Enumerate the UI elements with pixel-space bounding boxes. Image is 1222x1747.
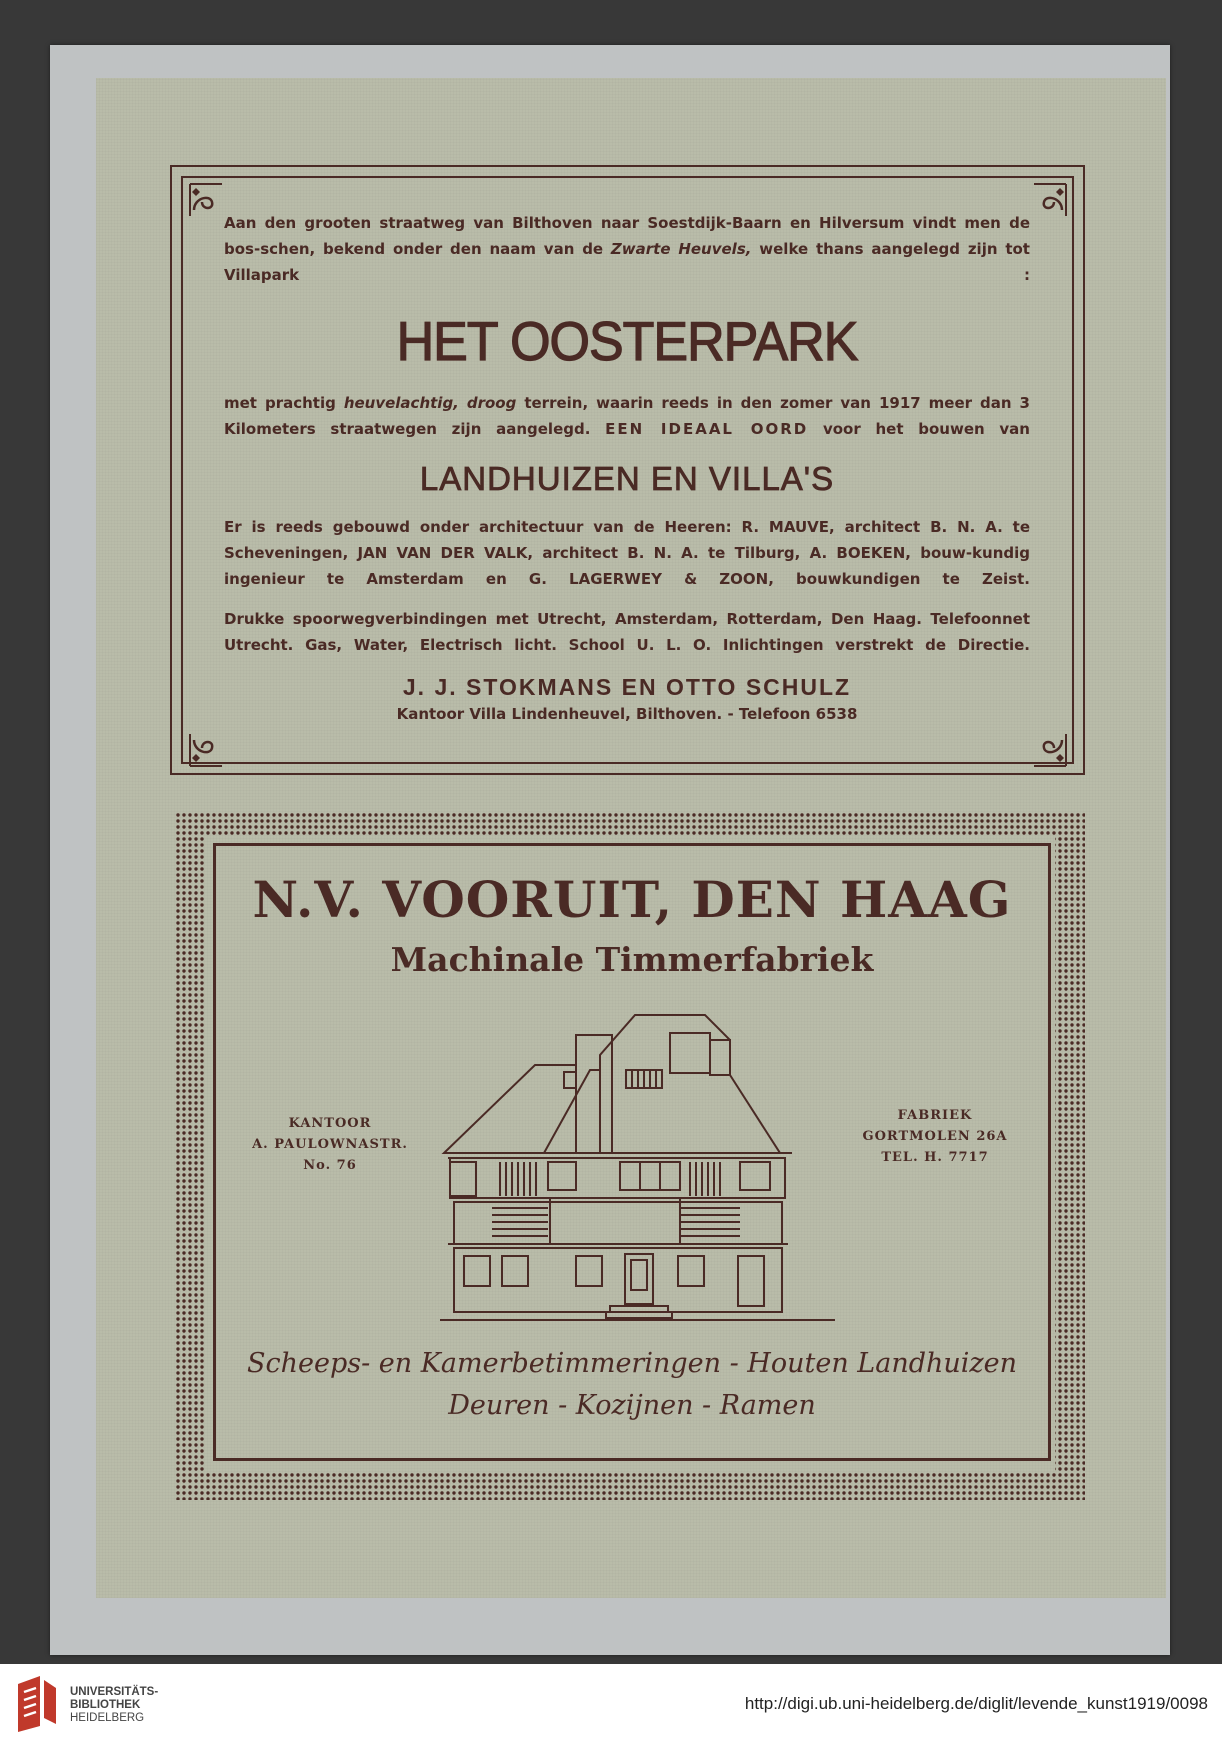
- library-line-2: BIBLIOTHEK: [70, 1699, 141, 1711]
- villas-subtitle: LANDHUIZEN EN VILLA'S: [419, 460, 835, 497]
- office-label: KANTOOR: [288, 1116, 372, 1131]
- library-line-3: HEIDELBERG: [70, 1712, 145, 1724]
- ornament-top-right-icon: [1030, 180, 1070, 220]
- intro-text: Aan den grooten straatweg van Bilthoven naar Soestdijk-Baarn en Hilversum vindt men de bos-schen, bekend onder den naam van de: [224, 214, 1030, 258]
- library-logo-icon: [14, 1674, 60, 1734]
- ornament-bottom-left-icon: [186, 730, 226, 770]
- desc-tail: voor het bouwen van: [822, 420, 1030, 438]
- source-url-link[interactable]: http://digi.ub.uni-heidelberg.de/diglit/levende_kunst1919/0098: [744, 1694, 1208, 1713]
- connections-paragraph: Drukke spoorwegverbindingen met Utrecht, Amsterdam, Rotterdam, Den Haag. Telefoonnet Utrecht. Gas, Water, Electrisch licht. School U. L. O. Inlichtingen verstrekt de Directie.: [224, 610, 1030, 654]
- intro-italic: Zwarte Heuvels,: [610, 240, 752, 258]
- office-street: A. PAULOWNASTR.: [252, 1137, 408, 1152]
- vooruit-title: N.V. VOORUIT, DEN HAAG: [252, 870, 1012, 929]
- slogan-line-2: Deuren - Kozijnen - Ramen: [448, 1390, 816, 1421]
- description-paragraph: [224, 390, 1030, 442]
- ornament-bottom-right-icon: [1030, 730, 1070, 770]
- factory-label: FABRIEK: [897, 1108, 973, 1123]
- oosterpark-title: HET OOSTERPARK: [396, 311, 858, 373]
- architects-paragraph: Er is reeds gebouwd onder architectuur van de Heeren: R. MAUVE, architect B. N. A. te Scheveningen, JAN VAN DER VALK, architect B. N. A. te Tilburg, A. BOEKEN, bouw-kundig ingenieur te Amsterdam en G. LAGERWEY & ZOON, bouwkundigen te Zeist.: [224, 518, 1030, 588]
- desc-caps: EEN IDEAAL OORD: [605, 420, 809, 438]
- intro-paragraph: [224, 210, 1030, 288]
- desc-end: terrein, waarin reeds in den zomer van 1917 meer dan 3 Kilometers straatwegen zijn aangelegd.: [224, 394, 1030, 438]
- desc-start: met prachtig: [224, 394, 336, 412]
- intro-end: welke thans aangelegd zijn tot Villapark :: [224, 240, 1030, 284]
- factory-phone: TEL. H. 7717: [881, 1150, 989, 1165]
- house-illustration: [440, 1010, 840, 1325]
- vooruit-subtitle: Machinale Timmerfabriek: [390, 940, 874, 979]
- office-number: No. 76: [303, 1158, 357, 1173]
- factory-street: GORTMOLEN 26A: [862, 1129, 1008, 1144]
- factory-address: [835, 1105, 1035, 1168]
- oosterpark-ad-text: [224, 210, 1030, 723]
- contact-name: J. J. STOKMANS EN OTTO SCHULZ: [402, 674, 852, 700]
- contact-address: Kantoor Villa Lindenheuvel, Bilthoven. - Telefoon 6538: [396, 705, 858, 723]
- office-address: [240, 1113, 420, 1176]
- library-name: [70, 1686, 158, 1725]
- slogan-line-1: Scheeps- en Kamerbetimmeringen - Houten Landhuizen: [246, 1348, 1017, 1379]
- ornament-top-left-icon: [186, 180, 226, 220]
- desc-italic: heuvelachtig, droog: [343, 394, 517, 412]
- library-footer: [0, 1664, 1222, 1747]
- library-line-1: UNIVERSITÄTS-: [70, 1686, 159, 1698]
